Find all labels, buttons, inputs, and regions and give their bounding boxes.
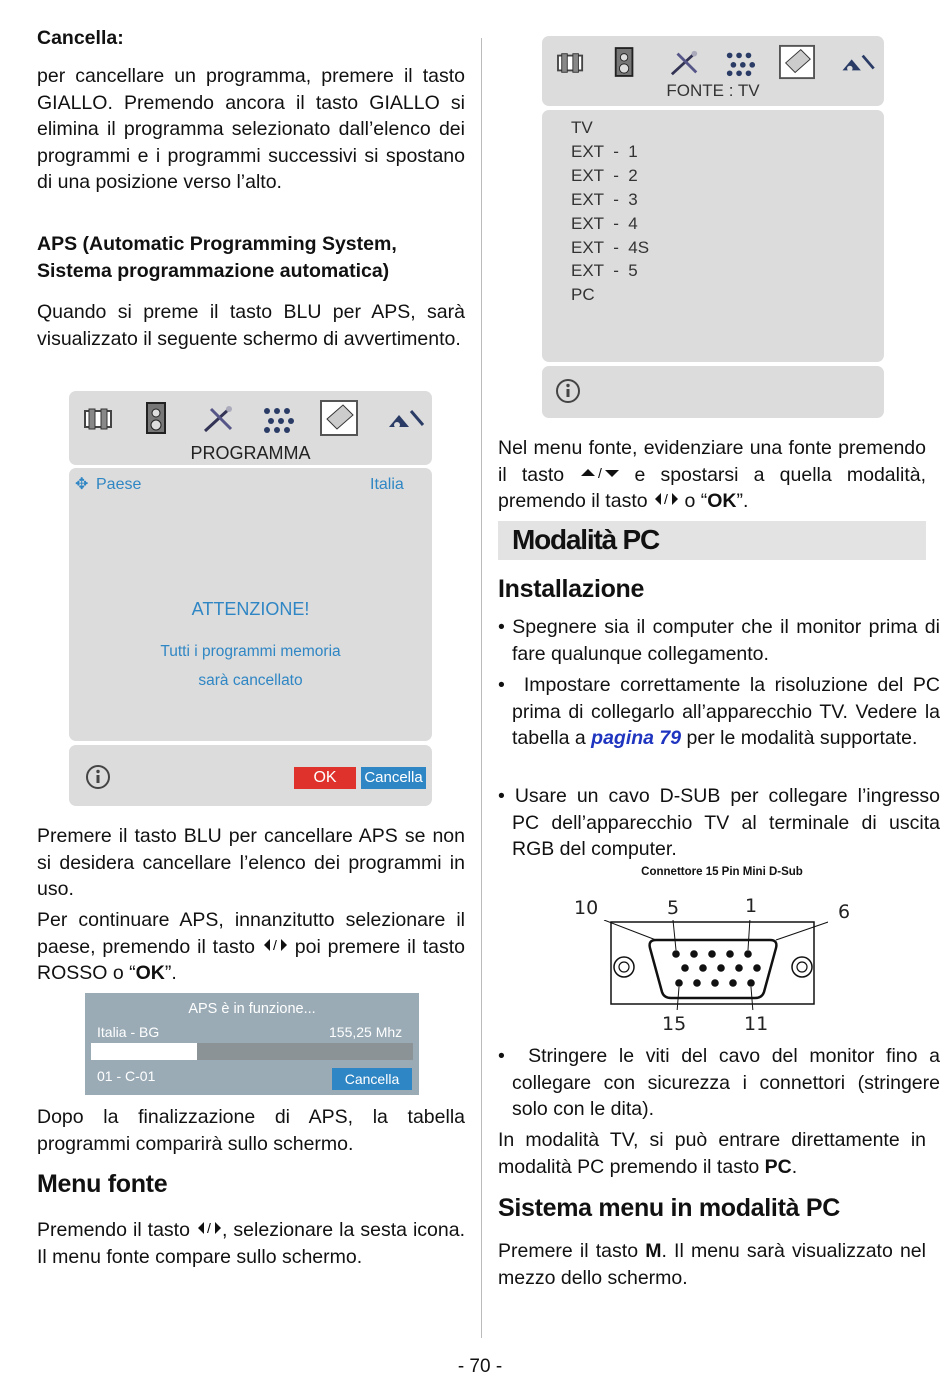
m-key: M: [645, 1240, 662, 1262]
install-icon: [722, 46, 758, 78]
aps-title-line1: APS (Automatic Programming System,: [37, 233, 397, 255]
fonte-text-end: ”.: [736, 490, 749, 512]
aps-intro-text: Quando si preme il tasto BLU per APS, sarà visualizzato il seguente schermo di avvertimento.: [37, 301, 465, 350]
sound-icon: [612, 46, 638, 78]
left-right-arrows-icon: [196, 1220, 222, 1236]
fonte-ok-key: OK: [707, 490, 737, 512]
pc-key: PC: [764, 1155, 792, 1178]
bullet-item: • Impostare correttamente la risoluzione del PC prima di collegarlo all’apparecchio TV. Vedere la tabella a pagina 79 per le modalità supportate.: [498, 674, 940, 749]
paese-label[interactable]: Paese: [96, 476, 142, 493]
osd-fonte-header: [542, 36, 884, 106]
dsub-connector-icon: [598, 920, 828, 1010]
fonte-text-part2: e spostarsi a quella modalità, premendo il tasto: [498, 463, 927, 512]
osd-programma-title: PROGRAMMA: [190, 443, 311, 463]
source-item[interactable]: EXT - 1: [571, 141, 638, 161]
continue-text-part2: poi premere il tasto ROSSO o “: [37, 935, 465, 984]
page-79-link[interactable]: pagina 79: [591, 727, 682, 749]
installazione-heading: Installazione: [498, 575, 645, 603]
cancel-button[interactable]: Cancella: [361, 767, 426, 789]
bullet-item: • Stringere le viti del cavo del monitor fino a collegare con sicurezza i connettori (stringere solo con le dita).: [498, 1045, 940, 1120]
pc-icon: [840, 52, 878, 74]
source-item[interactable]: PC: [571, 285, 595, 305]
source-item[interactable]: EXT - 4S: [571, 237, 650, 257]
osd-programma-body: [69, 468, 432, 741]
warning-line1: Tutti i programmi memoria: [160, 643, 341, 660]
move-icon: ✥: [75, 476, 89, 493]
feature-icon: [668, 48, 702, 78]
dopo-text: Dopo la finalizzazione di APS, la tabella programmi comparirà sullo schermo.: [37, 1106, 465, 1155]
bullet4-text: Stringere le viti del cavo del monitor fino a collegare con sicurezza i connettori (stringere solo con le dita).: [512, 1045, 940, 1120]
tv-mode-text: [498, 1127, 926, 1180]
pc-icon: [387, 407, 427, 431]
pin-1-label: 1: [745, 895, 758, 917]
warning-title: ATTENZIONE!: [191, 599, 310, 619]
install-icon: [259, 401, 297, 435]
continue-ok-key: OK: [135, 962, 165, 984]
info-icon: [85, 764, 111, 790]
picture-icon: [81, 405, 117, 433]
sistema-text: [498, 1238, 926, 1291]
pin-10-label: 10: [574, 897, 599, 919]
bullet2-text-b: per le modalità supportate.: [686, 727, 918, 749]
picture-icon: [554, 50, 588, 76]
bullet-item: • Spegnere sia il computer che il monitor prima di fare qualunque collegamento.: [498, 616, 940, 665]
source-item[interactable]: EXT - 4: [571, 213, 638, 233]
feature-icon: [201, 403, 237, 435]
paese-value[interactable]: Italia: [370, 476, 404, 493]
fonte-text-part1: Nel menu fonte, evidenziare una fonte premendo il tasto: [498, 437, 926, 486]
info-icon: [555, 378, 581, 404]
aps-progress-fill: [91, 1043, 197, 1060]
aps-progress-title: APS è in funzione...: [188, 1001, 316, 1017]
fonte-instructions: [498, 435, 926, 515]
source-item[interactable]: EXT - 2: [571, 165, 638, 185]
continue-text-end: ”.: [164, 962, 177, 984]
left-right-arrows-icon: [262, 937, 288, 953]
pin-15-label: 15: [662, 1013, 687, 1035]
blu-text: Premere il tasto BLU per cancellare APS se non si desidera cancellare l’elenco dei programmi in uso.: [37, 825, 465, 900]
continue-text: [37, 907, 465, 987]
sistema-text-part1: Premere il tasto: [498, 1240, 639, 1262]
menu-fonte-text: [37, 1217, 465, 1270]
source-item[interactable]: EXT - 3: [571, 189, 638, 209]
osd-fonte-title: FONTE : TV: [666, 81, 760, 100]
source-icon: [319, 399, 359, 437]
aps-progress-bar: [91, 1043, 413, 1060]
continue-text-part1: Per continuare APS, innanzitutto selezionare il paese, premendo il tasto: [37, 909, 465, 958]
page-number: - 70 -: [457, 1356, 503, 1377]
tv-mode-text-part1: In modalità TV, si può entrare direttamente in modalità PC premendo il tasto: [498, 1129, 926, 1178]
pin-5-label: 5: [667, 897, 680, 919]
sistema-menu-heading: Sistema menu in modalità PC: [498, 1194, 840, 1222]
aps-cancel-button[interactable]: Cancella: [332, 1068, 412, 1090]
ok-button[interactable]: OK: [294, 767, 356, 789]
osd-fonte-footer: [542, 366, 884, 418]
pin-11-label: 11: [744, 1013, 769, 1035]
source-item[interactable]: EXT - 5: [571, 261, 638, 281]
sistema-text-part2: . Il menu sarà visualizzato nel mezzo dello schermo.: [498, 1240, 926, 1289]
bullet1-text: Spegnere sia il computer che il monitor prima di fare qualunque collegamento.: [512, 616, 940, 665]
bullet2-text-a: Impostare correttamente la risoluzione del PC prima di collegarlo all’apparecchio TV. Vedere la tabella a: [512, 674, 940, 749]
bullet3-text: Usare un cavo D-SUB per collegare l’ingresso PC dell’apparecchio TV al terminale di uscita RGB del computer.: [512, 785, 941, 860]
section-banner: [498, 521, 926, 560]
menu-fonte-text-part2: , selezionare la sesta icona. Il menu fonte compare sullo schermo.: [37, 1219, 466, 1268]
svg-text:/: /: [272, 936, 277, 953]
aps-progress-osd: [85, 993, 419, 1095]
cancella-title: Cancella:: [37, 27, 124, 49]
pin-6-label: 6: [838, 901, 851, 923]
up-down-arrows-icon: [579, 465, 619, 481]
svg-text:/: /: [664, 491, 668, 507]
cancella-text: per cancellare un programma, premere il tasto GIALLO. Premendo ancora il tasto GIALLO si elimina il programma selezionato dall’elenco dei programmi e i programmi successivi si spostano di una posizione verso l’alto.: [37, 65, 465, 193]
source-item[interactable]: TV: [571, 118, 593, 137]
menu-fonte-text-part1: Premendo il tasto: [37, 1219, 190, 1241]
sound-icon: [143, 401, 171, 435]
bullet-item: • Usare un cavo D-SUB per collegare l’ingresso PC dell’apparecchio TV al terminale di uscita RGB del computer.: [498, 785, 941, 860]
aps-title-line2: Sistema programmazione automatica): [37, 260, 390, 282]
svg-text:/: /: [598, 464, 603, 481]
aps-frequency: 155,25 Mhz: [329, 1024, 403, 1040]
osd-programma-header: [69, 391, 432, 465]
connector-caption: Connettore 15 Pin Mini D-Sub: [641, 866, 803, 878]
aps-country: Italia - BG: [97, 1024, 160, 1040]
tv-mode-text-end: .: [791, 1155, 798, 1178]
column-divider: [481, 38, 482, 1338]
aps-channel: 01 - C-01: [97, 1068, 156, 1084]
warning-line2: sarà cancellato: [198, 672, 303, 689]
osd-fonte-list: [542, 110, 884, 362]
modalita-pc-heading: Modalità PC: [512, 524, 660, 555]
menu-fonte-heading: Menu fonte: [37, 1170, 168, 1198]
left-right-arrows-icon: [653, 491, 679, 507]
source-icon: [778, 44, 816, 80]
osd-programma-footer: [69, 745, 432, 806]
fonte-text-part3: o “: [684, 490, 708, 512]
svg-text:/: /: [206, 1220, 211, 1236]
